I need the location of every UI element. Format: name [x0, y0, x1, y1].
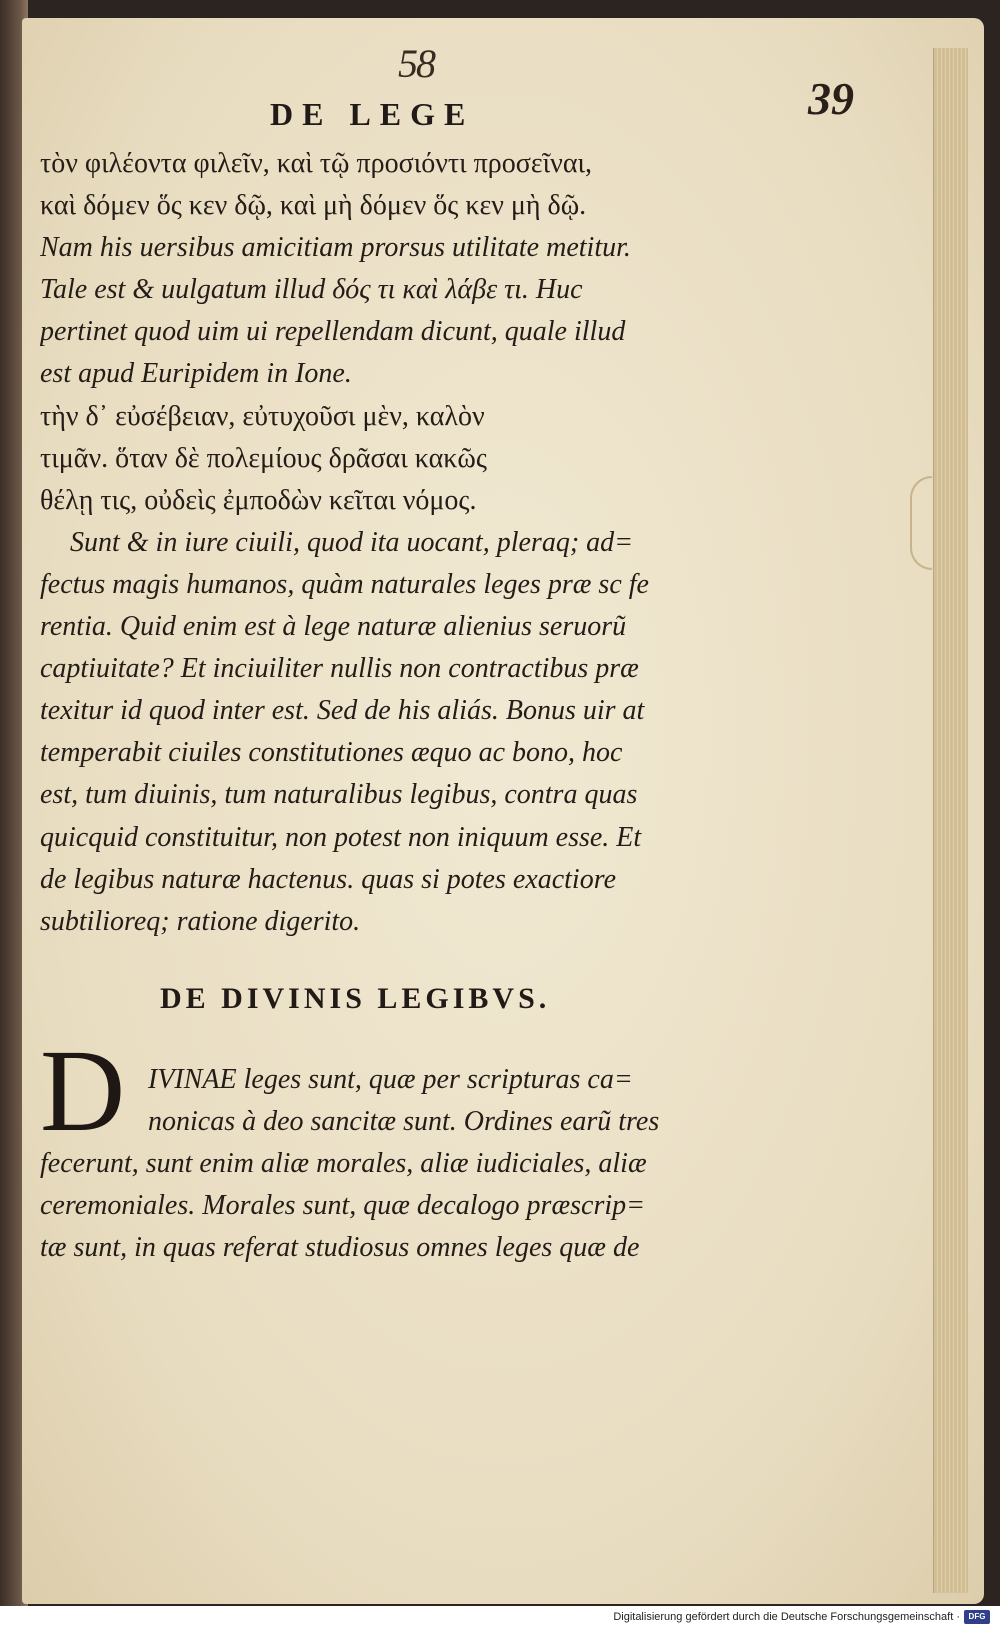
text-line: subtilioreq; ratione digerito.	[40, 905, 361, 937]
handwritten-page-number: 39	[808, 73, 854, 124]
footer-credit: Digitalisierung gefördert durch die Deutsche Forschungsgemeinschaft ·	[613, 1611, 960, 1623]
page-edges	[933, 48, 968, 1593]
text-line: quicquid constituitur, non potest non iniquum esse. Et	[40, 821, 642, 853]
text-line: nonicas à deo sancitæ sunt. Ordines earũ tres	[148, 1106, 660, 1138]
text-line: καὶ δόμεν ὅς κεν δῷ, καὶ μὴ δόμεν ὅς κεν μὴ δῷ.	[40, 190, 587, 222]
text-line: Nam his uersibus amicitiam prorsus utilitate metitur.	[40, 232, 631, 264]
handwritten-folio: 58	[398, 41, 434, 86]
text-line: θέλῃ τις, οὐδεὶς ἐμποδὼν κεῖται νόμος.	[40, 484, 477, 516]
page-edge-tab	[910, 476, 932, 570]
text-line: temperabit ciuiles constitutiones æquo ac bono, hoc	[40, 737, 623, 769]
text-line: pertinet quod uim ui repellendam dicunt, quale illud	[40, 316, 626, 348]
footer-bar	[0, 1606, 1000, 1628]
text-line: captiuitate? Et inciuiliter nullis non contractibus præ	[40, 653, 639, 685]
text-line: τιμᾶν. ὅταν δὲ πολεμίους δρᾶσαι κακῶς	[40, 442, 487, 474]
text-line: τὸν φιλέοντα φιλεῖν, καὶ τῷ προσιόντι προσεῖναι,	[40, 148, 593, 179]
drop-initial: D	[40, 1025, 126, 1156]
section-text	[40, 1058, 782, 1268]
section-heading: DE DIVINIS LEGIBVS.	[160, 982, 551, 1015]
text-line: fectus magis humanos, quàm naturales leges præ sc fe	[40, 568, 649, 600]
text-line: τὴν δ᾽ εὐσέβειαν, εὐτυχοῦσι μὲν, καλὸν	[40, 400, 485, 432]
text-line: Tale est & uulgatum illud δός τι καὶ λάβε τι. Huc	[40, 274, 583, 306]
dfg-logo: DFG	[964, 1610, 990, 1624]
text-line: IVINAE leges sunt, quæ per scripturas ca=	[148, 1064, 633, 1095]
body-text	[40, 143, 782, 943]
text-line: tæ sunt, in quas referat studiosus omnes leges quæ de	[40, 1232, 640, 1264]
text-line: Sunt & in iure ciuili, quod ita uocant, pleraq; ad=	[70, 526, 634, 558]
text-line: ceremoniales. Morales sunt, quæ decalogo præscrip=	[40, 1190, 646, 1222]
running-head: DE LEGE	[270, 96, 475, 132]
text-line: est, tum diuinis, tum naturalibus legibus, contra quas	[40, 779, 638, 811]
text-line: texitur id quod inter est. Sed de his aliás. Bonus uir at	[40, 695, 645, 727]
text-line: rentia. Quid enim est à lege naturæ alienius seruorũ	[40, 611, 627, 643]
text-line: de legibus naturæ hactenus. quas si potes exactiore	[40, 863, 616, 895]
text-line: est apud Euripidem in Ione.	[40, 358, 352, 390]
text-line: fecerunt, sunt enim aliæ morales, aliæ iudiciales, aliæ	[40, 1148, 647, 1180]
